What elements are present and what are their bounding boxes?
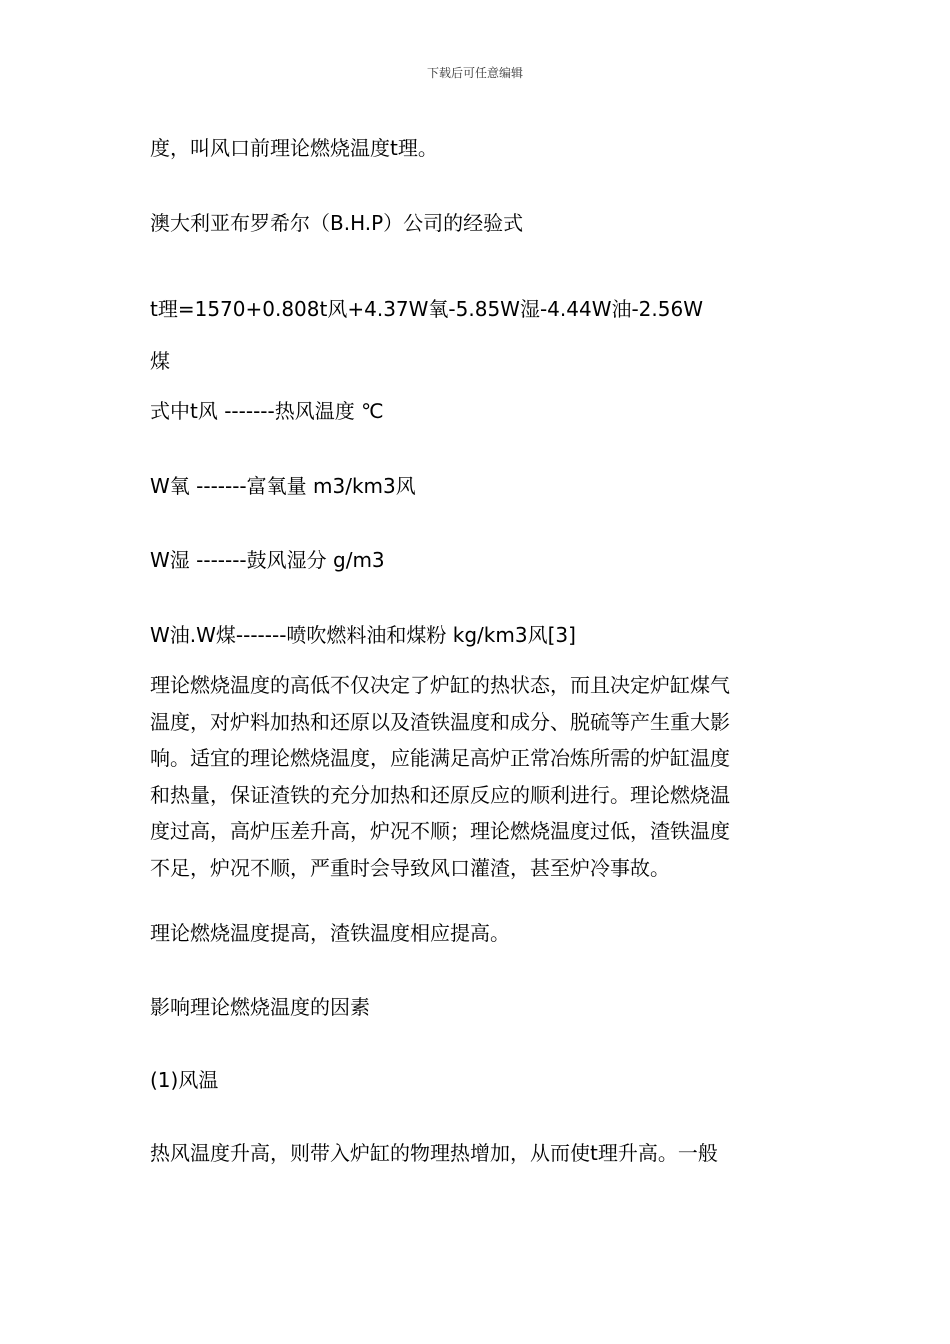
- formula-line-1: t理=1570+0.808t风+4.37W氧-5.85W湿-4.44W油-2.56W: [150, 297, 703, 321]
- definition-w-oxygen: W氧 -------富氧量 m3/km3风: [150, 474, 416, 498]
- paragraph-2: 澳大利亚布罗希尔（B.H.P）公司的经验式: [150, 211, 524, 235]
- paragraph-conclusion: 理论燃烧温度提高，渣铁温度相应提高。: [150, 921, 510, 945]
- section-heading: 影响理论燃烧温度的因素: [150, 995, 370, 1019]
- paragraph-body: [150, 667, 800, 886]
- definition-t-wind: 式中t风 -------热风温度 ℃: [150, 399, 384, 423]
- body-line: 理论燃烧温度的高低不仅决定了炉缸的热状态，而且决定炉缸煤气: [150, 673, 730, 697]
- definition-w-oil-coal: W油.W煤-------喷吹燃料油和煤粉 kg/km3风[3]: [150, 623, 576, 647]
- body-line: 和热量，保证渣铁的充分加热和还原反应的顺利进行。理论燃烧温: [150, 782, 730, 807]
- subsection-heading: (1)风温: [150, 1068, 219, 1092]
- body-line: 温度，对炉料加热和还原以及渣铁温度和成分、脱硫等产生重大影: [150, 709, 730, 734]
- body-line: 响。适宜的理论燃烧温度，应能满足高炉正常冶炼所需的炉缸温度: [150, 746, 730, 770]
- body-line: 度过高，高炉压差升高，炉况不顺；理论燃烧温度过低，渣铁温度: [150, 819, 730, 843]
- paragraph-1: 度，叫风口前理论燃烧温度t理。: [150, 136, 438, 160]
- definition-w-humidity: W湿 -------鼓风湿分 g/m3: [150, 548, 385, 572]
- body-line: 不足，炉况不顺，严重时会导致风口灌渣，甚至炉冷事故。: [150, 855, 670, 880]
- paragraph-last: 热风温度升高，则带入炉缸的物理热增加，从而使t理升高。一般: [150, 1141, 718, 1165]
- page-header: 下载后可任意编辑: [426, 66, 523, 80]
- formula-line-2: 煤: [150, 349, 170, 373]
- formula-paragraph: [150, 283, 800, 387]
